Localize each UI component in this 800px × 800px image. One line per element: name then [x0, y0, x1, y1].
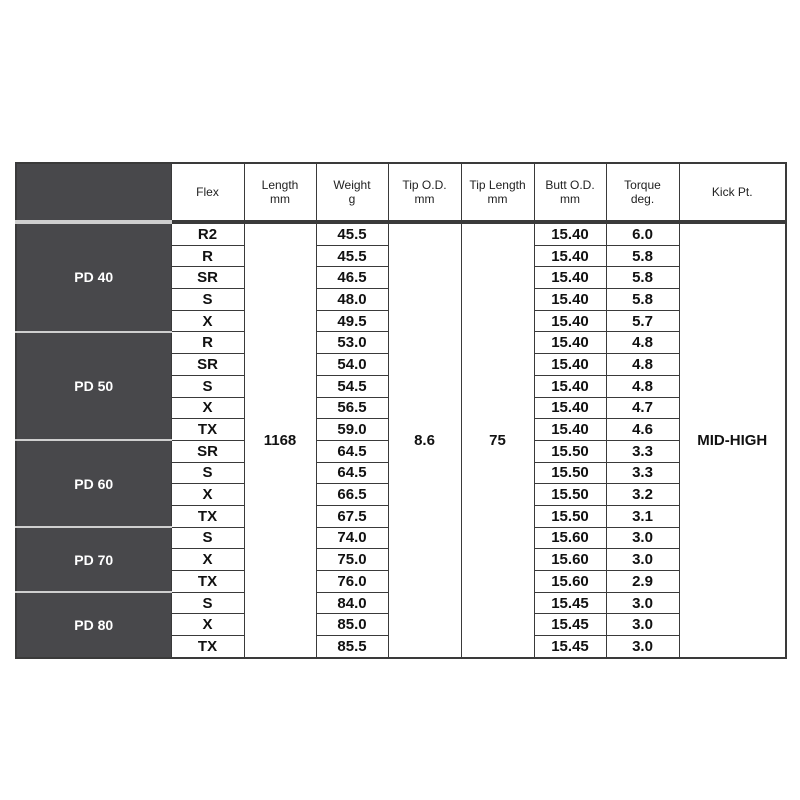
butt-od-cell: 15.40 — [534, 222, 606, 245]
header-tip-length — [461, 163, 534, 222]
butt-od-cell: 15.50 — [534, 505, 606, 527]
torque-cell: 4.8 — [606, 332, 679, 354]
weight-cell: 66.5 — [316, 484, 388, 506]
butt-od-cell: 15.50 — [534, 440, 606, 462]
flex-cell: R — [171, 245, 244, 267]
flex-cell: S — [171, 527, 244, 549]
torque-cell: 4.7 — [606, 397, 679, 419]
table-row — [16, 222, 786, 245]
flex-cell: X — [171, 397, 244, 419]
weight-cell: 46.5 — [316, 267, 388, 289]
header-flex — [171, 163, 244, 222]
torque-cell: 5.7 — [606, 310, 679, 332]
butt-od-cell: 15.40 — [534, 354, 606, 376]
flex-cell: S — [171, 462, 244, 484]
header-row — [16, 163, 786, 222]
flex-cell: X — [171, 484, 244, 506]
header-weight-label: Weight — [333, 178, 371, 192]
weight-cell: 53.0 — [316, 332, 388, 354]
butt-od-cell: 15.40 — [534, 245, 606, 267]
weight-cell: 74.0 — [316, 527, 388, 549]
tip-length-cell: 75 — [461, 222, 534, 658]
header-torque-label: Torque — [624, 178, 661, 192]
flex-cell: TX — [171, 505, 244, 527]
flex-cell: R — [171, 332, 244, 354]
butt-od-cell: 15.40 — [534, 289, 606, 311]
butt-od-cell: 15.60 — [534, 571, 606, 593]
header-tip-od-label: Tip O.D. — [402, 178, 447, 192]
butt-od-cell: 15.40 — [534, 419, 606, 441]
header-butt-od-label: Butt O.D. — [545, 178, 595, 192]
torque-cell: 3.0 — [606, 549, 679, 571]
weight-cell: 48.0 — [316, 289, 388, 311]
header-weight-unit: g — [348, 192, 356, 206]
weight-cell: 59.0 — [316, 419, 388, 441]
kick-point-cell: MID-HIGH — [679, 222, 786, 658]
flex-cell: TX — [171, 419, 244, 441]
header-tip-od — [388, 163, 461, 222]
length-cell: 1168 — [244, 222, 316, 658]
flex-cell: TX — [171, 571, 244, 593]
model-name-cell: PD 60 — [16, 440, 171, 527]
flex-cell: S — [171, 592, 244, 614]
flex-cell: SR — [171, 354, 244, 376]
torque-cell: 3.2 — [606, 484, 679, 506]
torque-cell: 3.0 — [606, 636, 679, 658]
flex-cell: R2 — [171, 222, 244, 245]
torque-cell: 3.1 — [606, 505, 679, 527]
weight-cell: 84.0 — [316, 592, 388, 614]
torque-cell: 3.3 — [606, 462, 679, 484]
header-kick-pt-label: Kick Pt. — [711, 185, 753, 199]
butt-od-cell: 15.40 — [534, 397, 606, 419]
tip-od-cell: 8.6 — [388, 222, 461, 658]
header-butt-od — [534, 163, 606, 222]
weight-cell: 64.5 — [316, 440, 388, 462]
weight-cell: 64.5 — [316, 462, 388, 484]
header-length-label: Length — [261, 178, 299, 192]
torque-cell: 4.8 — [606, 375, 679, 397]
torque-cell: 5.8 — [606, 289, 679, 311]
model-name-cell: PD 50 — [16, 332, 171, 440]
torque-cell: 4.8 — [606, 354, 679, 376]
weight-cell: 54.0 — [316, 354, 388, 376]
torque-cell: 2.9 — [606, 571, 679, 593]
weight-cell: 85.0 — [316, 614, 388, 636]
flex-cell: S — [171, 289, 244, 311]
model-name-cell: PD 40 — [16, 222, 171, 332]
torque-cell: 3.0 — [606, 592, 679, 614]
butt-od-cell: 15.40 — [534, 375, 606, 397]
weight-cell: 85.5 — [316, 636, 388, 658]
weight-cell: 67.5 — [316, 505, 388, 527]
torque-cell: 4.6 — [606, 419, 679, 441]
model-name-cell: PD 80 — [16, 592, 171, 658]
torque-cell: 3.3 — [606, 440, 679, 462]
spec-body — [16, 222, 786, 658]
header-tip-od-unit: mm — [414, 192, 435, 206]
shaft-spec-table — [15, 162, 787, 659]
butt-od-cell: 15.40 — [534, 267, 606, 289]
flex-cell: TX — [171, 636, 244, 658]
header-torque-unit: deg. — [630, 192, 655, 206]
flex-cell: SR — [171, 267, 244, 289]
header-torque — [606, 163, 679, 222]
butt-od-cell: 15.60 — [534, 549, 606, 571]
flex-cell: X — [171, 310, 244, 332]
model-name-cell: PD 70 — [16, 527, 171, 592]
torque-cell: 5.8 — [606, 267, 679, 289]
header-tip-length-unit: mm — [487, 192, 508, 206]
weight-cell: 75.0 — [316, 549, 388, 571]
torque-cell: 3.0 — [606, 527, 679, 549]
header-length — [244, 163, 316, 222]
weight-cell: 54.5 — [316, 375, 388, 397]
butt-od-cell: 15.40 — [534, 332, 606, 354]
flex-cell: SR — [171, 440, 244, 462]
weight-cell: 49.5 — [316, 310, 388, 332]
butt-od-cell: 15.40 — [534, 310, 606, 332]
header-tip-length-label: Tip Length — [469, 178, 526, 192]
butt-od-cell: 15.45 — [534, 614, 606, 636]
flex-cell: X — [171, 614, 244, 636]
header-length-unit: mm — [270, 192, 290, 206]
header-weight — [316, 163, 388, 222]
torque-cell: 5.8 — [606, 245, 679, 267]
butt-od-cell: 15.45 — [534, 592, 606, 614]
torque-cell: 3.0 — [606, 614, 679, 636]
butt-od-cell: 15.45 — [534, 636, 606, 658]
weight-cell: 76.0 — [316, 571, 388, 593]
header-corner — [16, 163, 171, 222]
torque-cell: 6.0 — [606, 222, 679, 245]
weight-cell: 45.5 — [316, 222, 388, 245]
weight-cell: 56.5 — [316, 397, 388, 419]
butt-od-cell: 15.50 — [534, 462, 606, 484]
header-butt-od-unit: mm — [560, 192, 580, 206]
butt-od-cell: 15.50 — [534, 484, 606, 506]
flex-cell: S — [171, 375, 244, 397]
header-flex-label: Flex — [196, 185, 219, 199]
header-kick-pt — [679, 163, 786, 222]
flex-cell: X — [171, 549, 244, 571]
butt-od-cell: 15.60 — [534, 527, 606, 549]
weight-cell: 45.5 — [316, 245, 388, 267]
